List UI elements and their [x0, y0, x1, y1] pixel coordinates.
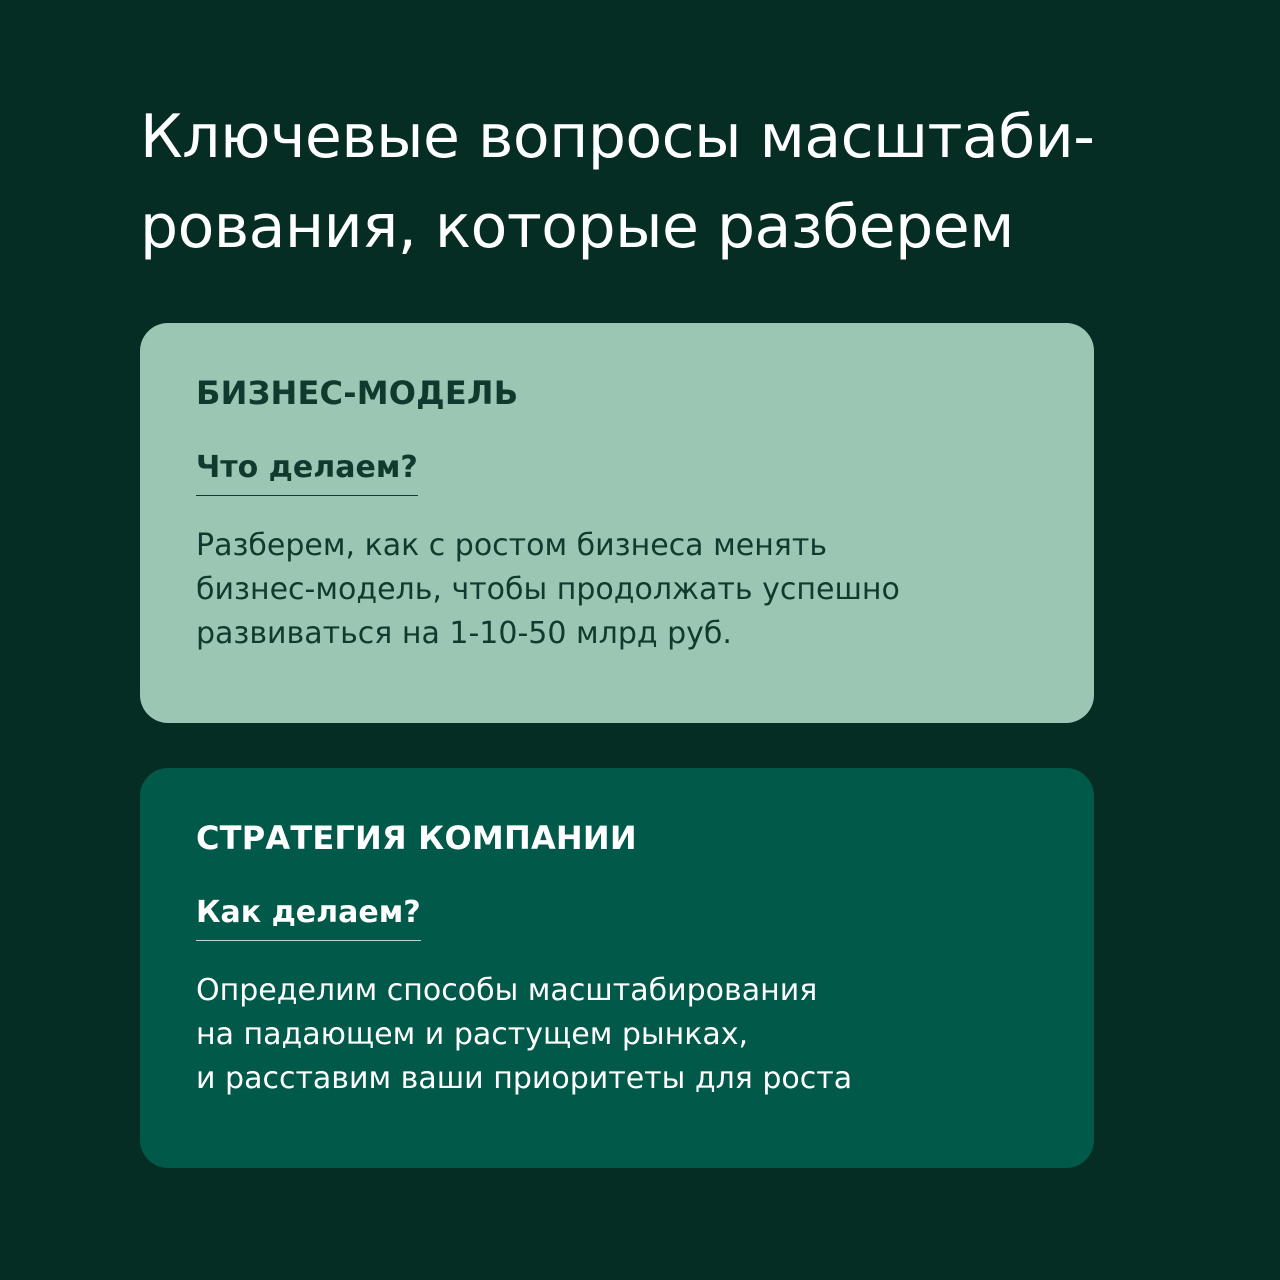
- card-description-line: Разберем, как с ростом бизнеса менять: [196, 528, 828, 563]
- page-title-line-2: рования, которые разберем: [140, 192, 1014, 262]
- card-description-line: бизнес-модель, чтобы продолжать успешно: [196, 572, 900, 607]
- card-description: [196, 524, 1038, 656]
- page-title: [140, 92, 1180, 272]
- card-heading: СТРАТЕГИЯ КОМПАНИИ: [196, 819, 637, 857]
- card-question: Как делаем?: [196, 894, 421, 941]
- card-heading: БИЗНЕС-МОДЕЛЬ: [196, 374, 519, 412]
- card-business-model: [140, 323, 1094, 723]
- card-description-line: Определим способы масштабирования: [196, 973, 818, 1008]
- card-description-line: на падающем и растущем рынках,: [196, 1017, 748, 1052]
- card-description-line: и расставим ваши приоритеты для роста: [196, 1061, 853, 1096]
- card-description: [196, 969, 1038, 1101]
- page-title-line-1: Ключевые вопросы масштаби-: [140, 102, 1095, 172]
- card-description-line: развиваться на 1-10-50 млрд руб.: [196, 616, 732, 651]
- card-question: Что делаем?: [196, 449, 418, 496]
- card-company-strategy: [140, 768, 1094, 1168]
